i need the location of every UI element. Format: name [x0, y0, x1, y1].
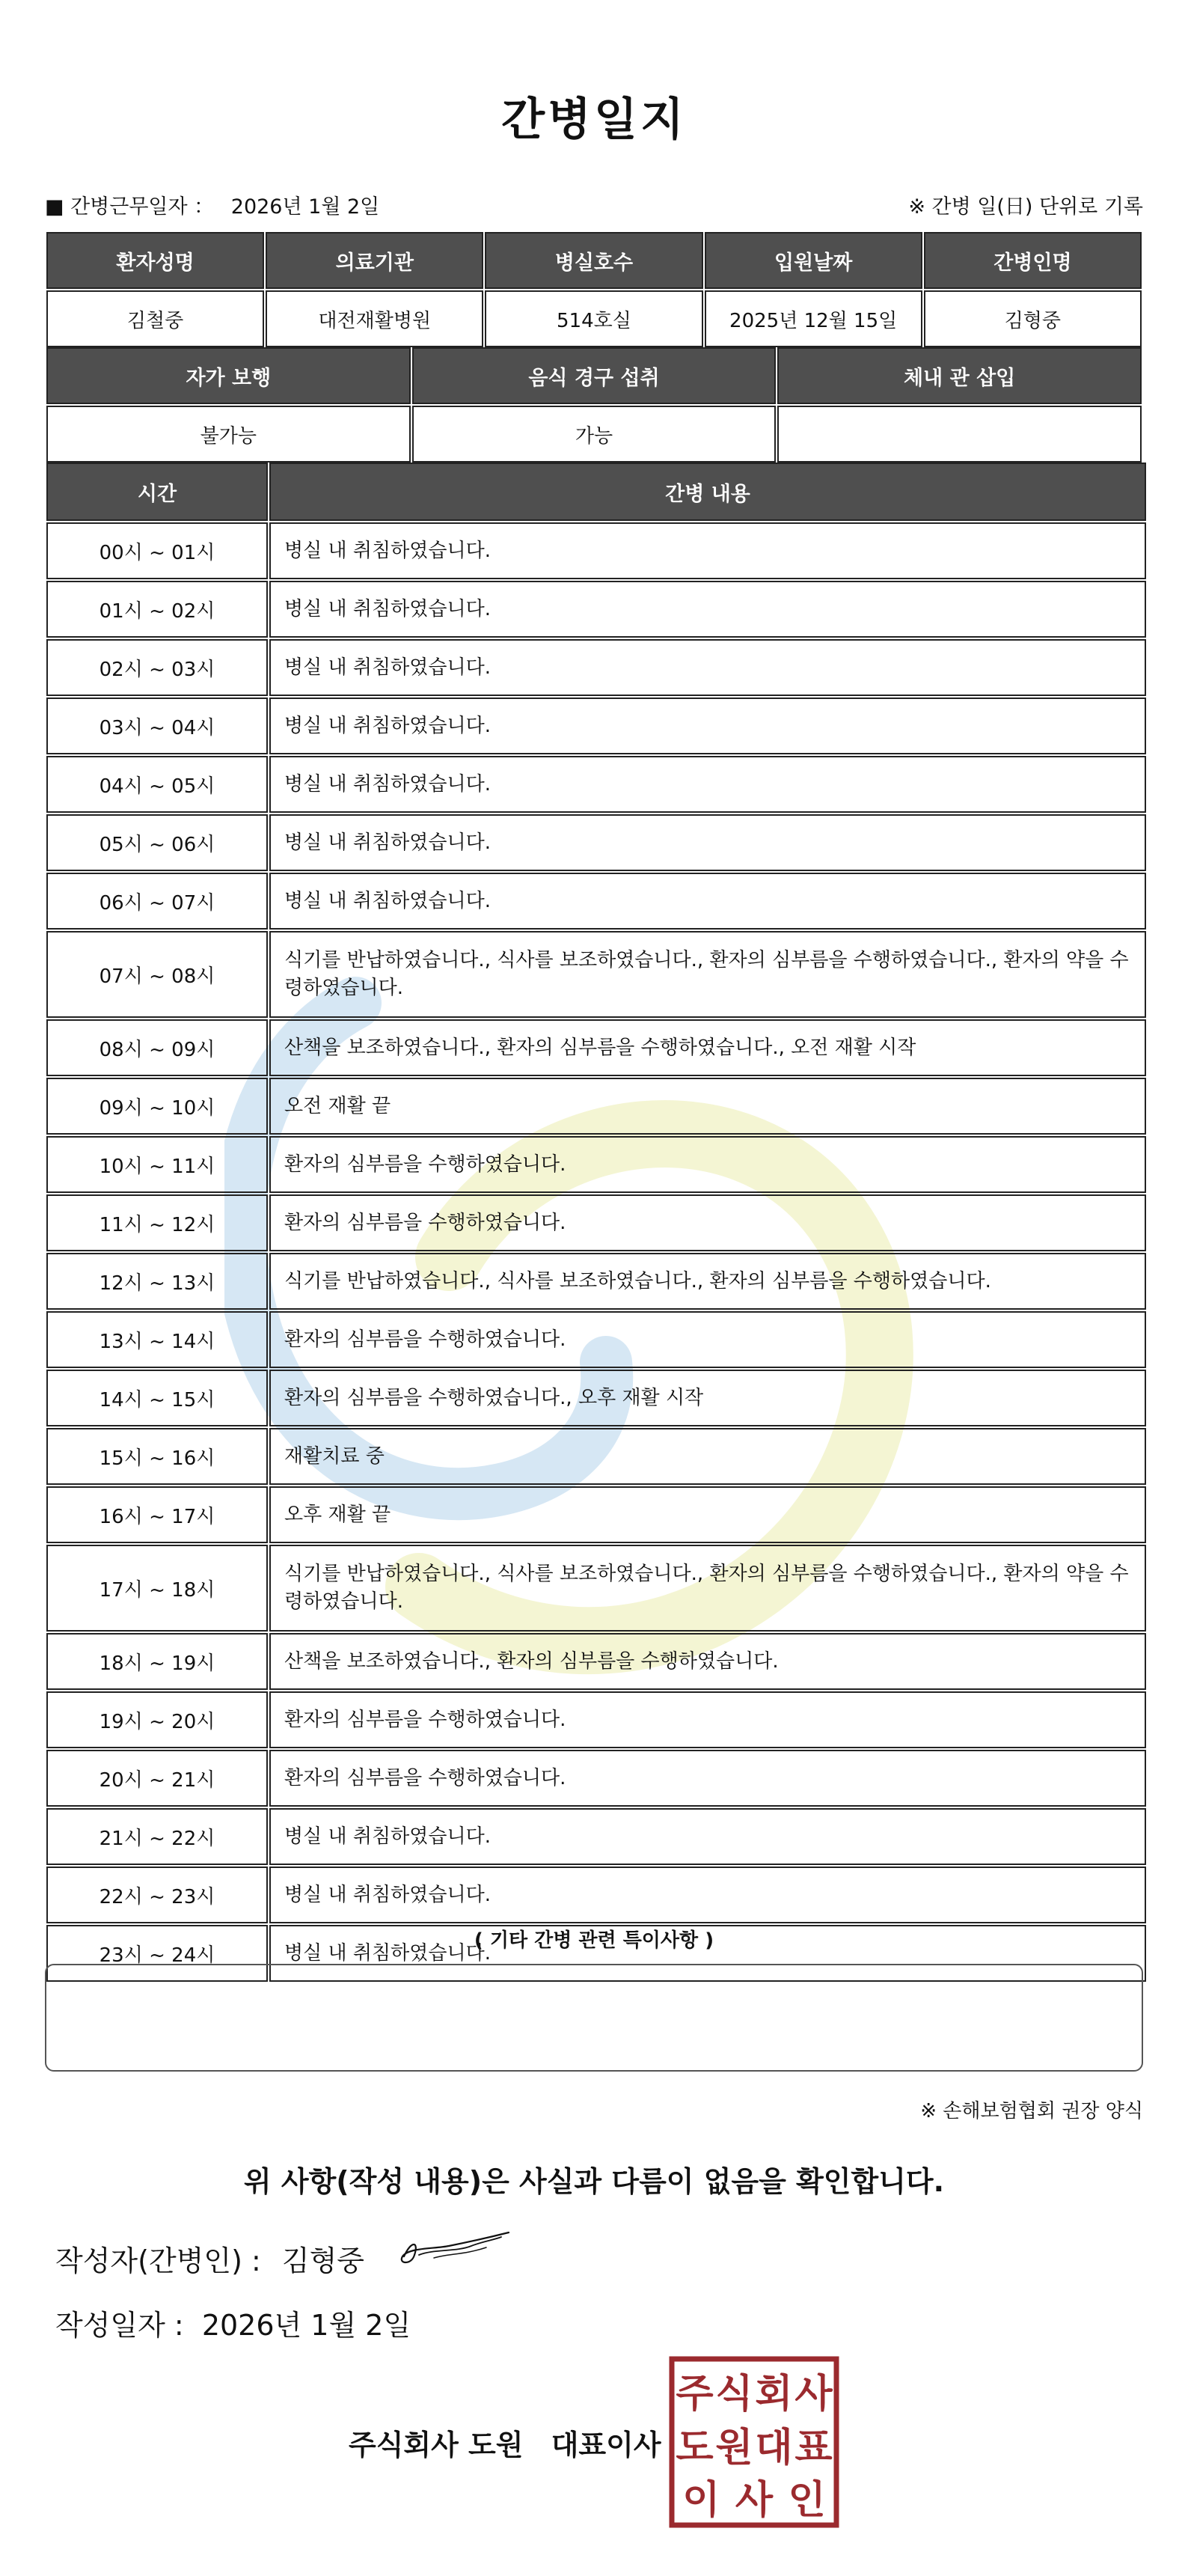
seal-character: 주 — [676, 2372, 714, 2417]
seal-character: 도 — [676, 2426, 714, 2470]
log-time: 16시 ~ 17시 — [46, 1486, 268, 1543]
log-time: 09시 ~ 10시 — [46, 1078, 268, 1135]
log-row — [46, 1194, 1146, 1251]
log-row — [46, 814, 1146, 871]
log-row — [46, 1867, 1146, 1923]
log-content: 식기를 반납하였습니다., 식사를 보조하였습니다., 환자의 심부름을 수행하였습니다., 환자의 약을 수령하였습니다. — [269, 931, 1146, 1018]
time-header: 시간 — [46, 463, 268, 521]
patient-status-table — [45, 346, 1143, 464]
flags-header-cell: 음식 경구 섭취 — [412, 347, 777, 404]
tube-insertion-value — [777, 406, 1142, 463]
seal-character: 표 — [794, 2426, 833, 2470]
log-content: 오전 재활 끝 — [269, 1078, 1146, 1135]
log-row — [46, 1311, 1146, 1368]
log-content: 병실 내 취침하였습니다. — [269, 1867, 1146, 1923]
log-row — [46, 756, 1146, 813]
log-time: 12시 ~ 13시 — [46, 1253, 268, 1310]
log-row — [46, 1691, 1146, 1748]
log-row — [46, 1428, 1146, 1485]
writer-name: 김형중 — [281, 2244, 364, 2277]
work-date-label: ■ 간병근무일자 ： — [45, 195, 215, 219]
log-content: 병실 내 취침하였습니다. — [269, 873, 1146, 930]
seal-character: 대 — [755, 2426, 793, 2470]
flags-header-cell: 체내 관 삽입 — [777, 347, 1142, 404]
remarks-box — [45, 1964, 1143, 2072]
log-time: 02시 ~ 03시 — [46, 639, 268, 696]
log-row — [46, 1078, 1146, 1135]
seal-character: 원 — [715, 2426, 753, 2470]
log-row — [46, 1633, 1146, 1690]
log-content: 환자의 심부름을 수행하였습니다. — [269, 1194, 1146, 1251]
log-content: 병실 내 취침하였습니다. — [269, 814, 1146, 871]
care-log-table — [45, 461, 1148, 1983]
log-row — [46, 1370, 1146, 1426]
log-time: 07시 ~ 08시 — [46, 931, 268, 1018]
log-time: 18시 ~ 19시 — [46, 1633, 268, 1690]
care-log-body — [46, 522, 1146, 1982]
log-time: 11시 ~ 12시 — [46, 1194, 268, 1251]
log-time: 23시 ~ 24시 — [46, 1925, 268, 1982]
admission-date: 2025년 12월 15일 — [705, 290, 922, 347]
log-content: 병실 내 취침하였습니다. — [269, 1808, 1146, 1865]
info-header-cell: 병실호수 — [485, 232, 702, 289]
log-time: 01시 ~ 02시 — [46, 581, 268, 638]
confirmation-statement: 위 사항(작성 내용)은 사실과 다름이 없음을 확인합니다. — [243, 2165, 945, 2198]
log-row — [46, 931, 1146, 1018]
info-header-cell: 간병인명 — [924, 232, 1142, 289]
flags-header-row — [46, 347, 1142, 404]
log-row — [46, 522, 1146, 579]
log-time: 20시 ~ 21시 — [46, 1750, 268, 1807]
company-seal — [669, 2356, 839, 2528]
company-name: 주식회사 도원 — [349, 2429, 524, 2461]
log-row — [46, 698, 1146, 754]
info-header-row — [46, 232, 1142, 289]
log-content: 식기를 반납하였습니다., 식사를 보조하였습니다., 환자의 심부름을 수행하였습니다. — [269, 1253, 1146, 1310]
log-content: 환자의 심부름을 수행하였습니다., 오후 재활 시작 — [269, 1370, 1146, 1426]
info-header-cell: 의료기관 — [266, 232, 483, 289]
log-row — [46, 1486, 1146, 1543]
remarks-title: ( 기타 간병 관련 특이사항 ) — [474, 1929, 714, 1952]
patient-name: 김철중 — [46, 290, 264, 347]
representative-title: 대표이사 — [551, 2429, 661, 2461]
oral-intake-value: 가능 — [412, 406, 777, 463]
log-time: 00시 ~ 01시 — [46, 522, 268, 579]
log-time: 05시 ~ 06시 — [46, 814, 268, 871]
seal-character: 인 — [788, 2478, 826, 2523]
seal-character: 식 — [715, 2372, 753, 2417]
log-content: 병실 내 취침하였습니다. — [269, 522, 1146, 579]
log-content: 식기를 반납하였습니다., 식사를 보조하였습니다., 환자의 심부름을 수행하였습니다., 환자의 약을 수령하였습니다. — [269, 1545, 1146, 1632]
log-row — [46, 1750, 1146, 1807]
log-time: 19시 ~ 20시 — [46, 1691, 268, 1748]
hospital-name: 대전재활병원 — [266, 290, 483, 347]
info-value-row — [46, 290, 1142, 347]
flags-header-cell: 자가 보행 — [46, 347, 411, 404]
log-row — [46, 1808, 1146, 1865]
log-content: 환자의 심부름을 수행하였습니다. — [269, 1136, 1146, 1193]
log-content: 병실 내 취침하였습니다. — [269, 639, 1146, 696]
log-time: 13시 ~ 14시 — [46, 1311, 268, 1368]
seal-character: 이 — [682, 2478, 720, 2523]
work-date-value: 2026년 1월 2일 — [230, 195, 380, 219]
log-row — [46, 1545, 1146, 1632]
log-time: 21시 ~ 22시 — [46, 1808, 268, 1865]
content-header: 간병 내용 — [269, 463, 1146, 521]
info-header-cell: 입원날짜 — [705, 232, 922, 289]
unit-note: ※ 간병 일(日) 단위로 기록 — [908, 195, 1143, 219]
log-row — [46, 581, 1146, 638]
writer-line — [55, 2238, 364, 2279]
log-time: 06시 ~ 07시 — [46, 873, 268, 930]
work-date-line — [45, 190, 379, 219]
log-content: 병실 내 취침하였습니다. — [269, 581, 1146, 638]
log-content: 산책을 보조하였습니다., 환자의 심부름을 수행하였습니다., 오전 재활 시작 — [269, 1019, 1146, 1076]
log-time: 10시 ~ 11시 — [46, 1136, 268, 1193]
log-content: 오후 재활 끝 — [269, 1486, 1146, 1543]
info-header-cell: 환자성명 — [46, 232, 264, 289]
room-number: 514호실 — [485, 290, 702, 347]
writer-label: 작성자(간병인) : — [55, 2244, 261, 2277]
log-time: 14시 ~ 15시 — [46, 1370, 268, 1426]
seal-character: 사 — [735, 2478, 774, 2523]
self-walking-value: 불가능 — [46, 406, 411, 463]
log-content: 병실 내 취침하였습니다. — [269, 756, 1146, 813]
log-time: 22시 ~ 23시 — [46, 1867, 268, 1923]
caregiver-name: 김형중 — [924, 290, 1142, 347]
log-content: 환자의 심부름을 수행하였습니다. — [269, 1311, 1146, 1368]
log-time: 04시 ~ 05시 — [46, 756, 268, 813]
log-time: 03시 ~ 04시 — [46, 698, 268, 754]
seal-character: 사 — [794, 2372, 833, 2417]
log-content: 환자의 심부름을 수행하였습니다. — [269, 1750, 1146, 1807]
company-signature-line — [349, 2422, 661, 2463]
log-content: 재활치료 중 — [269, 1428, 1146, 1485]
patient-info-table — [45, 231, 1143, 349]
log-content: 환자의 심부름을 수행하였습니다. — [269, 1691, 1146, 1748]
written-date-label: 작성일자 : — [55, 2309, 184, 2342]
seal-character: 회 — [755, 2372, 793, 2417]
flags-value-row — [46, 406, 1142, 463]
log-row — [46, 639, 1146, 696]
form-source-note: ※ 손해보험협회 권장 양식 — [920, 2100, 1143, 2122]
log-content: 병실 내 취침하였습니다. — [269, 698, 1146, 754]
written-date-line — [55, 2302, 411, 2343]
log-time: 15시 ~ 16시 — [46, 1428, 268, 1485]
log-row — [46, 873, 1146, 930]
log-row — [46, 1136, 1146, 1193]
handwritten-signature — [389, 2226, 516, 2271]
log-time: 08시 ~ 09시 — [46, 1019, 268, 1076]
log-row — [46, 1253, 1146, 1310]
document-title: 간병일지 — [501, 94, 687, 146]
log-content: 병실 내 취침하였습니다. — [269, 1925, 1146, 1982]
written-date-value: 2026년 1월 2일 — [201, 2309, 411, 2342]
log-header-row — [46, 463, 1146, 521]
log-time: 17시 ~ 18시 — [46, 1545, 268, 1632]
log-row — [46, 1019, 1146, 1076]
log-content: 산책을 보조하였습니다., 환자의 심부름을 수행하였습니다. — [269, 1633, 1146, 1690]
